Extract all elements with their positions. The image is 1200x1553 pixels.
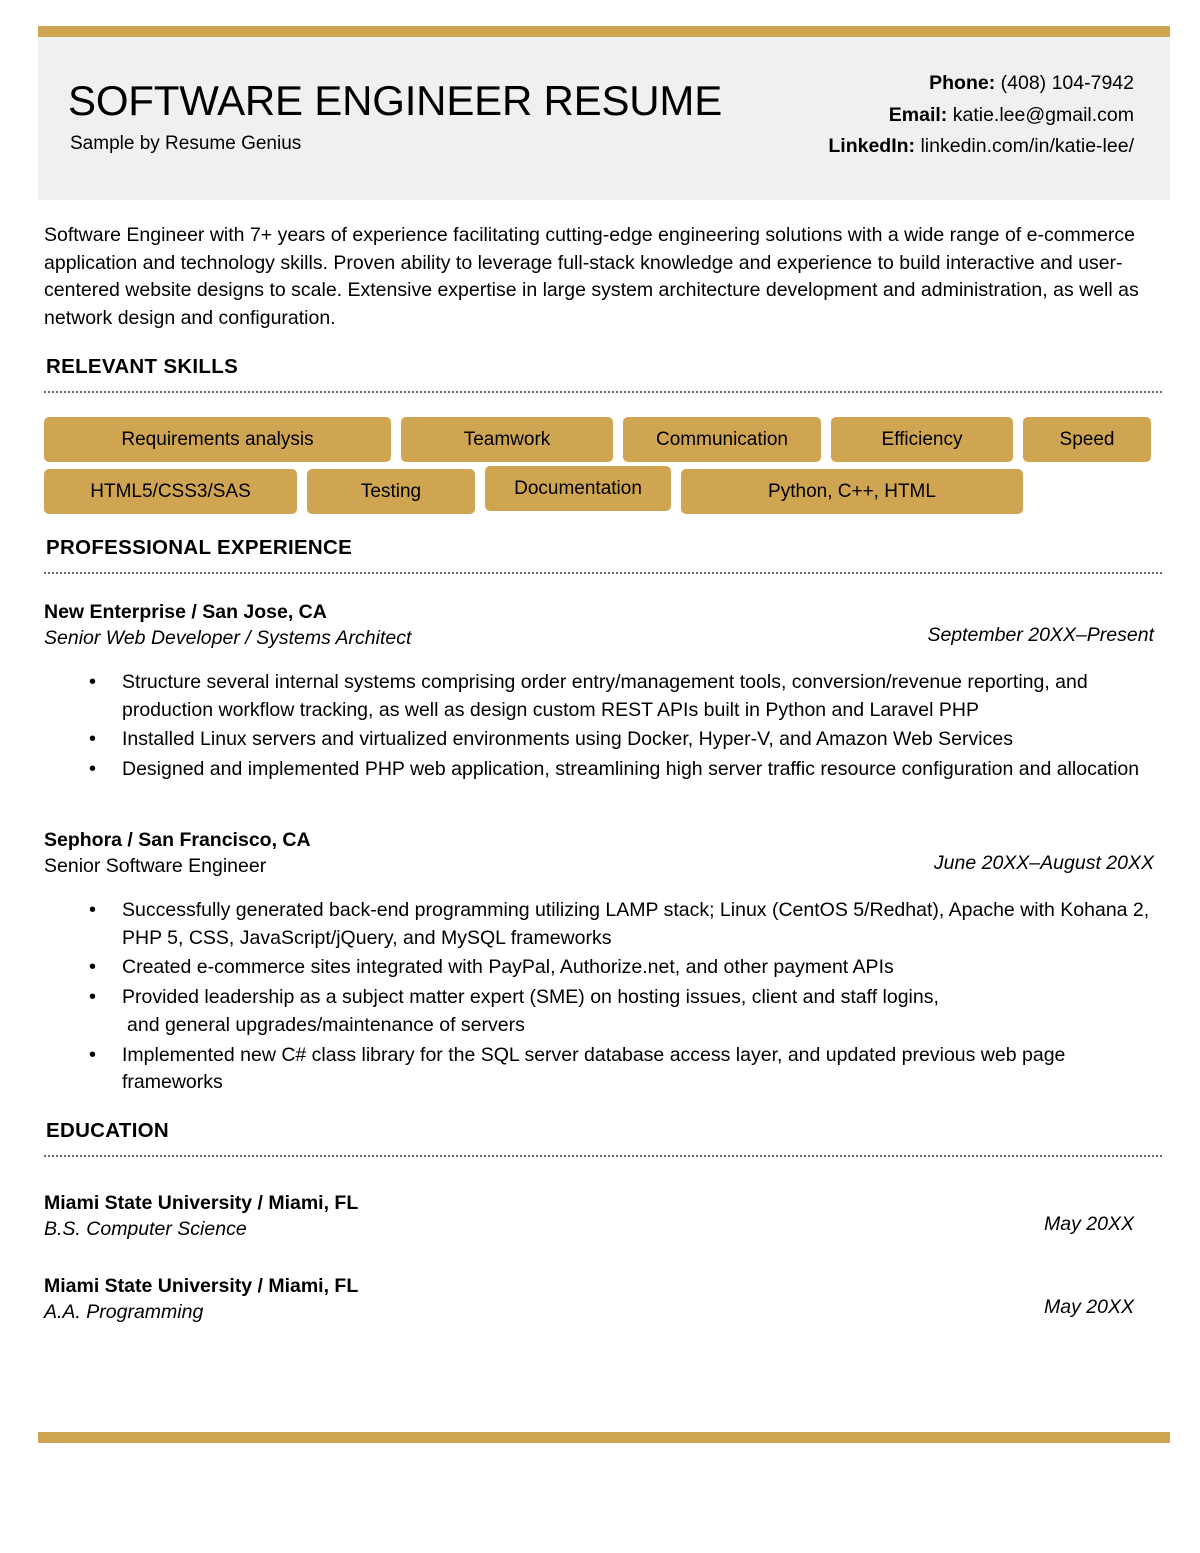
contact-phone-value: (408) 104-7942 [1000,72,1134,94]
contact-linkedin-label: LinkedIn: [828,135,916,158]
bullet-item: • Implemented new C# class library for the SQL server database access layer, and updated previous web page frameworks [44,1042,1162,1097]
skill-pill: Testing [307,469,475,514]
school-name: Miami State University / Miami, FL [44,1191,359,1214]
education-entry [44,1274,1162,1325]
page-title: SOFTWARE ENGINEER RESUME [68,77,723,124]
section-relevant-skills [44,355,1162,514]
experience-entry-left [44,828,311,879]
header-left-block [68,63,722,155]
bullet-item [44,984,1162,1039]
section-education [44,1119,1162,1326]
graduation-date: May 20XX [1044,1296,1134,1319]
degree-name: A.A. Programming [44,1301,204,1324]
contact-phone-label: Phone: [929,72,996,94]
employment-dates: September 20XX–Present [927,623,1154,646]
experience-entry [44,828,1162,1097]
contact-block [828,63,1134,163]
education-entry-left [44,1191,358,1242]
employer-name: Sephora / San Francisco, CA [44,828,311,851]
section-divider-skills [44,391,1162,393]
contact-linkedin [828,131,1134,163]
skill-pill: Requirements analysis [44,417,391,462]
experience-entry-header [44,600,1162,651]
section-title-experience: PROFESSIONAL EXPERIENCE [46,535,353,559]
section-divider-experience [44,572,1162,574]
job-title: Senior Software Engineer [44,854,267,877]
page-subtitle: Sample by Resume Genius [70,132,302,154]
section-title-education: EDUCATION [46,1118,170,1142]
education-entry [44,1191,1162,1242]
skill-pill: Python, C++, HTML [681,469,1023,514]
skill-pill: Speed [1023,417,1151,462]
skills-row-2 [44,466,1162,514]
professional-summary: Software Engineer with 7+ years of experience facilitating cutting-edge engineering solutions with a wide range of e-commerce application and technology skills. Proven ability to leverage full-stack knowledge and experience to build interactive and user-centered website designs to scale. Extensive expertise in large system architecture development and administration, as well as network design and configuration. [44,224,1139,330]
experience-entry-left [44,600,411,651]
section-professional-experience [44,536,1162,1097]
school-name: Miami State University / Miami, FL [44,1275,359,1298]
section-divider-education [44,1155,1162,1157]
contact-email-label: Email: [888,103,948,126]
bullet-item: • Designed and implemented PHP web application, streamlining high server traffic resource configuration and allocation [44,756,1162,784]
contact-email-value[interactable]: katie.lee@gmail.com [952,103,1134,126]
bullet-item: • Successfully generated back-end programming utilizing LAMP stack; Linux (CentOS 5/Redhat), Apache with Kohana 2, PHP 5, CSS, JavaScript/jQuery, and MySQL frameworks [44,897,1162,952]
skill-pill: Efficiency [831,417,1013,462]
resume-body [44,222,1162,1358]
experience-entry-header [44,828,1162,879]
bullet-item: • Structure several internal systems comprising order entry/management tools, conversion/revenue reporting, and production workflow tracking, as well as design custom REST APIs built in Python and Laravel PHP [44,669,1162,724]
bullet-text: Provided leadership as a subject matter expert (SME) on hosting issues, client and staff logins, [122,986,939,1009]
contact-email [828,100,1134,132]
bullet-item: • Installed Linux servers and virtualized environments using Docker, Hyper-V, and Amazon Web Services [44,726,1162,754]
bullet-item: • Created e-commerce sites integrated with PayPal, Authorize.net, and other payment APIs [44,954,1162,982]
skills-list [44,417,1162,514]
bullet-continuation: and general upgrades/maintenance of servers [127,1013,525,1036]
employment-dates: June 20XX–August 20XX [933,851,1154,874]
contact-linkedin-value[interactable]: linkedin.com/in/katie-lee/ [920,135,1134,158]
bottom-accent-bar [38,1432,1170,1443]
skills-row-1 [44,417,1162,462]
skill-pill: Communication [623,417,821,462]
resume-header [38,37,1170,200]
experience-bullets [44,897,1162,1097]
education-entry-left [44,1274,358,1325]
degree-name: B.S. Computer Science [44,1217,247,1240]
skill-pill: Documentation [485,466,671,511]
top-accent-bar [38,26,1170,37]
education-entry-header [44,1191,1162,1242]
contact-phone [828,68,1134,100]
section-title-skills: RELEVANT SKILLS [46,354,239,378]
education-entry-header [44,1274,1162,1325]
skill-pill: HTML5/CSS3/SAS [44,469,297,514]
education-entries [44,1191,1162,1326]
job-title: Senior Web Developer / Systems Architect [44,626,412,649]
experience-entry [44,600,1162,784]
employer-name: New Enterprise / San Jose, CA [44,600,327,623]
experience-bullets [44,669,1162,784]
skill-pill: Teamwork [401,417,613,462]
experience-entries [44,600,1162,1097]
graduation-date: May 20XX [1044,1212,1134,1235]
